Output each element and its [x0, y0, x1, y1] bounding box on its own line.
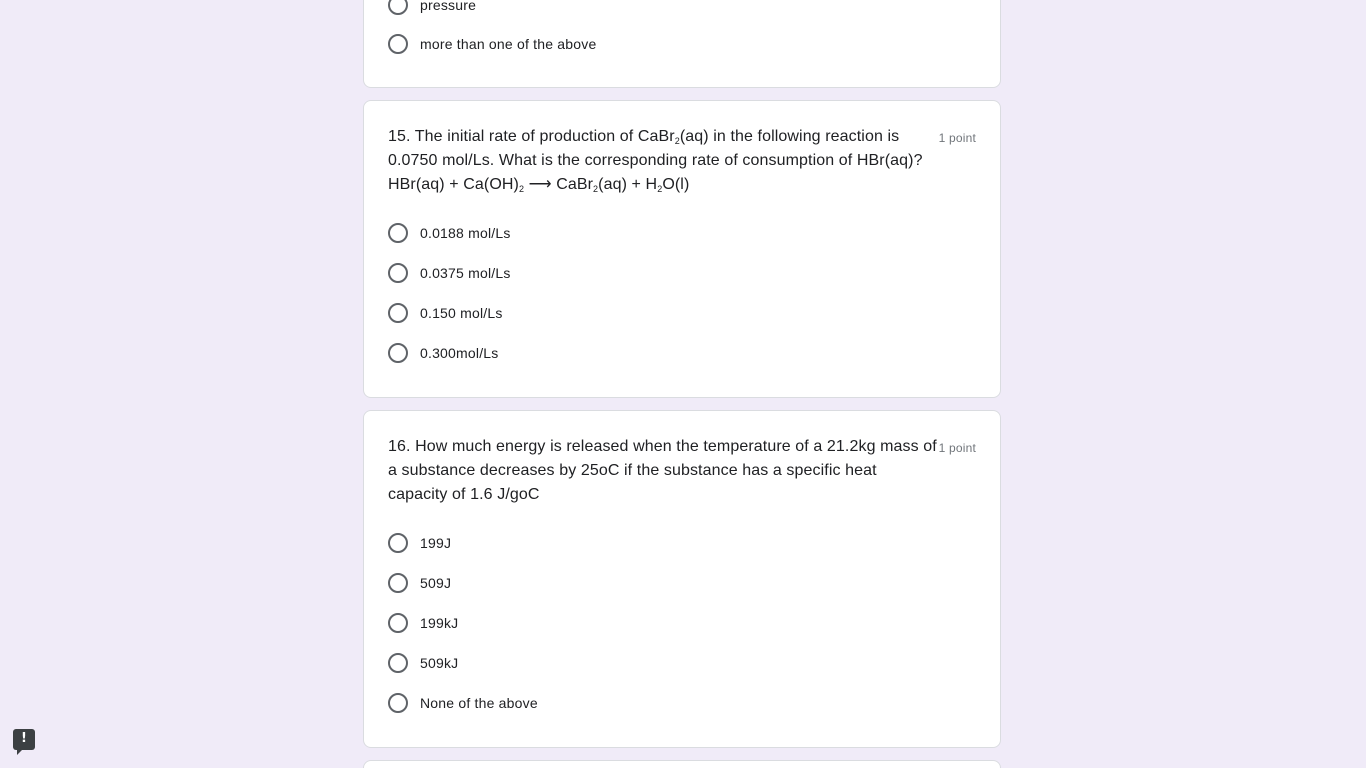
- radio-button-icon[interactable]: [388, 653, 408, 673]
- points-label: 1 point: [938, 131, 976, 145]
- question-line: 15. The initial rate of production of CaBr$_2$(aq) in the following reaction is: [388, 128, 900, 146]
- radio-button-icon[interactable]: [388, 693, 408, 713]
- question-line: a substance decreases by 25oC if the substance has a specific heat: [388, 462, 877, 479]
- question-line: capacity of 1.6 J/goC: [388, 486, 540, 503]
- option-radio[interactable]: [388, 651, 458, 675]
- radio-button-icon[interactable]: [388, 343, 408, 363]
- radio-button-icon[interactable]: [388, 263, 408, 283]
- option-radio[interactable]: [388, 261, 511, 285]
- option-radio[interactable]: [388, 341, 498, 365]
- option-label: 509J: [420, 575, 452, 591]
- option-radio[interactable]: [388, 611, 458, 635]
- option-radio[interactable]: [388, 691, 538, 715]
- option-label: None of the above: [420, 695, 538, 711]
- option-label: more than one of the above: [420, 36, 597, 52]
- option-radio[interactable]: [388, 531, 451, 555]
- option-radio[interactable]: [388, 32, 596, 56]
- option-label: 199J: [420, 535, 452, 551]
- radio-button-icon[interactable]: [388, 0, 408, 15]
- option-label: 199kJ: [420, 615, 459, 631]
- option-label: 0.150 mol/Ls: [420, 305, 503, 321]
- option-label: 0.300mol/Ls: [420, 345, 499, 361]
- option-label: 509kJ: [420, 655, 459, 671]
- option-label: 0.0188 mol/Ls: [420, 225, 511, 241]
- radio-button-icon[interactable]: [388, 223, 408, 243]
- question-line: 0.0750 mol/Ls. What is the corresponding rate of consumption of HBr(aq)?: [388, 152, 923, 169]
- option-radio[interactable]: [388, 571, 451, 595]
- option-radio[interactable]: [388, 301, 503, 325]
- option-label: 0.0375 mol/Ls: [420, 265, 511, 281]
- question-card-16: [363, 410, 1001, 748]
- question-card-14: [363, 0, 1001, 88]
- question-card-15: [363, 100, 1001, 398]
- option-label: pressure: [420, 0, 477, 13]
- radio-button-icon[interactable]: [388, 303, 408, 323]
- radio-button-icon[interactable]: [388, 613, 408, 633]
- reaction-equation: $HBr(aq) + Ca(OH)_2$ ⟶ CaBr$_2$(aq) + $H_2O(l)$: [388, 176, 690, 194]
- radio-button-icon[interactable]: [388, 573, 408, 593]
- radio-button-icon[interactable]: [388, 533, 408, 553]
- option-radio[interactable]: [388, 0, 476, 17]
- points-label: 1 point: [938, 441, 976, 455]
- question-card-17: [363, 760, 1001, 768]
- question-line: 16. How much energy is released when the temperature of a 21.2kg mass of: [388, 438, 937, 455]
- radio-button-icon[interactable]: [388, 34, 408, 54]
- report-problem-icon[interactable]: !: [13, 729, 35, 750]
- option-radio[interactable]: [388, 221, 511, 245]
- question-title: [388, 435, 936, 507]
- question-title: [388, 125, 936, 197]
